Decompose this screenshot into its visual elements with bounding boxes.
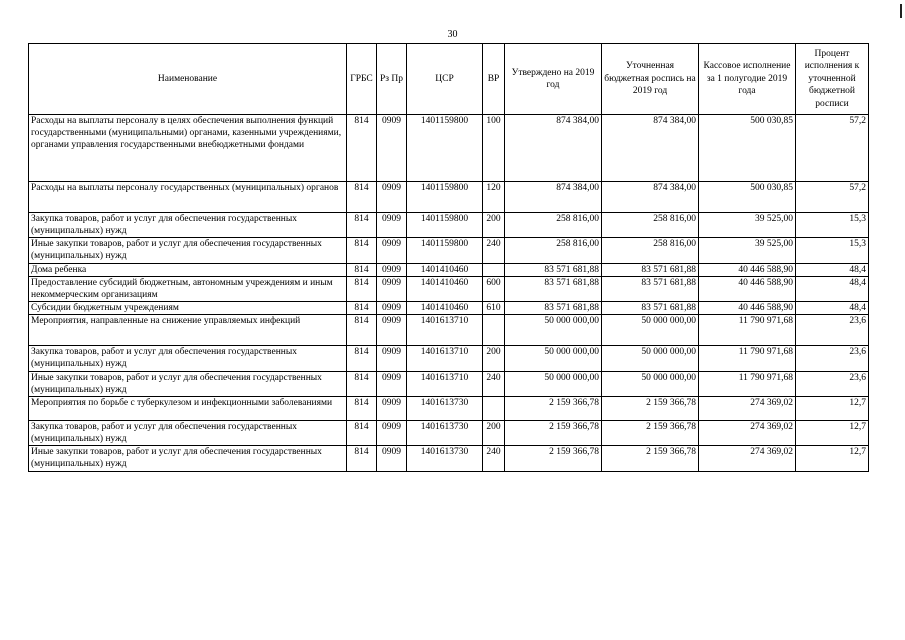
- cell-rzpr: 0909: [377, 115, 407, 182]
- cell-percent: 12,7: [796, 446, 869, 471]
- cell-cash: 39 525,00: [699, 213, 796, 238]
- cell-csr: 1401159800: [407, 182, 483, 213]
- table-body: [29, 115, 869, 472]
- cell-name: Предоставление субсидий бюджетным, автономным учреждениям и иным некоммерческим организациям: [29, 276, 347, 301]
- cell-percent: 48,4: [796, 276, 869, 301]
- cell-vr: 100: [483, 115, 505, 182]
- table-row: [29, 302, 869, 315]
- cell-name: Дома ребенка: [29, 263, 347, 276]
- cell-grbs: 814: [347, 182, 377, 213]
- cell-refined: 50 000 000,00: [602, 371, 699, 396]
- cell-csr: 1401159800: [407, 213, 483, 238]
- table-row: [29, 371, 869, 396]
- table-row: [29, 263, 869, 276]
- cell-csr: 1401613730: [407, 446, 483, 471]
- cell-rzpr: 0909: [377, 213, 407, 238]
- table-row: [29, 396, 869, 420]
- cell-approved: 2 159 366,78: [505, 446, 602, 471]
- cell-rzpr: 0909: [377, 276, 407, 301]
- cell-cash: 39 525,00: [699, 238, 796, 263]
- cell-cash: 274 369,02: [699, 420, 796, 445]
- cell-vr: 200: [483, 346, 505, 371]
- cell-refined: 2 159 366,78: [602, 420, 699, 445]
- cell-percent: 48,4: [796, 302, 869, 315]
- cell-cash: 40 446 588,90: [699, 302, 796, 315]
- header-refined: Уточненная бюджетная роспись на 2019 год: [602, 44, 699, 115]
- cell-name: Закупка товаров, работ и услуг для обеспечения государственных (муниципальных) нужд: [29, 420, 347, 445]
- cell-percent: 48,4: [796, 263, 869, 276]
- cell-cash: 11 790 971,68: [699, 315, 796, 346]
- cell-refined: 2 159 366,78: [602, 446, 699, 471]
- budget-table: [28, 43, 869, 472]
- cell-rzpr: 0909: [377, 302, 407, 315]
- cell-approved: 50 000 000,00: [505, 371, 602, 396]
- cell-rzpr: 0909: [377, 396, 407, 420]
- header-grbs: ГРБС: [347, 44, 377, 115]
- cell-percent: 15,3: [796, 213, 869, 238]
- table-row: [29, 238, 869, 263]
- cell-vr: 610: [483, 302, 505, 315]
- cell-name: Закупка товаров, работ и услуг для обеспечения государственных (муниципальных) нужд: [29, 213, 347, 238]
- cell-csr: 1401159800: [407, 238, 483, 263]
- cell-cash: 40 446 588,90: [699, 263, 796, 276]
- cell-grbs: 814: [347, 263, 377, 276]
- cell-csr: 1401159800: [407, 115, 483, 182]
- table-row: [29, 115, 869, 182]
- cell-percent: 12,7: [796, 420, 869, 445]
- cell-refined: 83 571 681,88: [602, 302, 699, 315]
- cell-grbs: 814: [347, 420, 377, 445]
- cell-approved: 874 384,00: [505, 115, 602, 182]
- cell-refined: 50 000 000,00: [602, 346, 699, 371]
- cell-vr: 240: [483, 371, 505, 396]
- cell-approved: 83 571 681,88: [505, 276, 602, 301]
- cell-approved: 258 816,00: [505, 238, 602, 263]
- cell-rzpr: 0909: [377, 346, 407, 371]
- cell-refined: 83 571 681,88: [602, 276, 699, 301]
- cell-rzpr: 0909: [377, 263, 407, 276]
- cell-name: Иные закупки товаров, работ и услуг для обеспечения государственных (муниципальных) нужд: [29, 371, 347, 396]
- cell-cash: 11 790 971,68: [699, 371, 796, 396]
- table-row: [29, 346, 869, 371]
- scan-edge-mark: [900, 4, 902, 18]
- cell-vr: [483, 263, 505, 276]
- cell-percent: 23,6: [796, 371, 869, 396]
- cell-percent: 12,7: [796, 396, 869, 420]
- cell-refined: 258 816,00: [602, 213, 699, 238]
- cell-refined: 2 159 366,78: [602, 396, 699, 420]
- cell-name: Мероприятия по борьбе с туберкулезом и инфекционными заболеваниями: [29, 396, 347, 420]
- header-vr: ВР: [483, 44, 505, 115]
- cell-vr: 240: [483, 446, 505, 471]
- cell-vr: 120: [483, 182, 505, 213]
- cell-grbs: 814: [347, 446, 377, 471]
- cell-approved: 50 000 000,00: [505, 315, 602, 346]
- cell-rzpr: 0909: [377, 182, 407, 213]
- cell-name: Иные закупки товаров, работ и услуг для обеспечения государственных (муниципальных) нужд: [29, 238, 347, 263]
- header-rzpr: Рз Пр: [377, 44, 407, 115]
- cell-cash: 500 030,85: [699, 182, 796, 213]
- cell-csr: 1401410460: [407, 276, 483, 301]
- cell-cash: 274 369,02: [699, 396, 796, 420]
- cell-csr: 1401613730: [407, 396, 483, 420]
- cell-percent: 15,3: [796, 238, 869, 263]
- cell-percent: 57,2: [796, 182, 869, 213]
- cell-csr: 1401613730: [407, 420, 483, 445]
- cell-approved: 83 571 681,88: [505, 263, 602, 276]
- cell-rzpr: 0909: [377, 238, 407, 263]
- cell-csr: 1401410460: [407, 302, 483, 315]
- cell-grbs: 814: [347, 276, 377, 301]
- cell-refined: 258 816,00: [602, 238, 699, 263]
- cell-vr: 200: [483, 213, 505, 238]
- cell-cash: 274 369,02: [699, 446, 796, 471]
- cell-name: Субсидии бюджетным учреждениям: [29, 302, 347, 315]
- cell-percent: 57,2: [796, 115, 869, 182]
- cell-vr: [483, 396, 505, 420]
- cell-refined: 874 384,00: [602, 182, 699, 213]
- cell-vr: 240: [483, 238, 505, 263]
- cell-rzpr: 0909: [377, 420, 407, 445]
- page-number: 30: [447, 29, 458, 40]
- cell-csr: 1401613710: [407, 346, 483, 371]
- cell-refined: 874 384,00: [602, 115, 699, 182]
- header-name: Наименование: [29, 44, 347, 115]
- cell-cash: 11 790 971,68: [699, 346, 796, 371]
- cell-csr: 1401613710: [407, 315, 483, 346]
- cell-grbs: 814: [347, 315, 377, 346]
- cell-name: Иные закупки товаров, работ и услуг для обеспечения государственных (муниципальных) нужд: [29, 446, 347, 471]
- cell-percent: 23,6: [796, 315, 869, 346]
- header-cash: Кассовое исполнение за 1 полугодие 2019 года: [699, 44, 796, 115]
- cell-grbs: 814: [347, 346, 377, 371]
- cell-csr: 1401613710: [407, 371, 483, 396]
- cell-csr: 1401410460: [407, 263, 483, 276]
- cell-name: Расходы на выплаты персоналу в целях обеспечения выполнения функций государственными (муниципальными) органами, казенными учреждениями, органами управления государственными внебюджетными фондами: [29, 115, 347, 182]
- table-row: [29, 182, 869, 213]
- cell-grbs: 814: [347, 115, 377, 182]
- cell-grbs: 814: [347, 302, 377, 315]
- cell-cash: 40 446 588,90: [699, 276, 796, 301]
- table-row: [29, 213, 869, 238]
- cell-percent: 23,6: [796, 346, 869, 371]
- cell-refined: 50 000 000,00: [602, 315, 699, 346]
- cell-vr: 200: [483, 420, 505, 445]
- cell-grbs: 814: [347, 213, 377, 238]
- header-approved: Утверждено на 2019 год: [505, 44, 602, 115]
- table-row: [29, 276, 869, 301]
- cell-approved: 258 816,00: [505, 213, 602, 238]
- cell-rzpr: 0909: [377, 446, 407, 471]
- header-row: [29, 44, 869, 115]
- cell-name: Закупка товаров, работ и услуг для обеспечения государственных (муниципальных) нужд: [29, 346, 347, 371]
- table-row: [29, 420, 869, 445]
- cell-cash: 500 030,85: [699, 115, 796, 182]
- cell-approved: 2 159 366,78: [505, 420, 602, 445]
- header-csr: ЦСР: [407, 44, 483, 115]
- cell-vr: 600: [483, 276, 505, 301]
- cell-grbs: 814: [347, 396, 377, 420]
- cell-name: Мероприятия, направленные на снижение управляемых инфекций: [29, 315, 347, 346]
- cell-approved: 50 000 000,00: [505, 346, 602, 371]
- cell-rzpr: 0909: [377, 315, 407, 346]
- cell-grbs: 814: [347, 371, 377, 396]
- cell-vr: [483, 315, 505, 346]
- cell-approved: 874 384,00: [505, 182, 602, 213]
- cell-rzpr: 0909: [377, 371, 407, 396]
- cell-refined: 83 571 681,88: [602, 263, 699, 276]
- table-row: [29, 446, 869, 471]
- cell-approved: 2 159 366,78: [505, 396, 602, 420]
- cell-approved: 83 571 681,88: [505, 302, 602, 315]
- cell-name: Расходы на выплаты персоналу государственных (муниципальных) органов: [29, 182, 347, 213]
- cell-grbs: 814: [347, 238, 377, 263]
- header-percent: Процент исполнения к уточненной бюджетной росписи: [796, 44, 869, 115]
- table-row: [29, 315, 869, 346]
